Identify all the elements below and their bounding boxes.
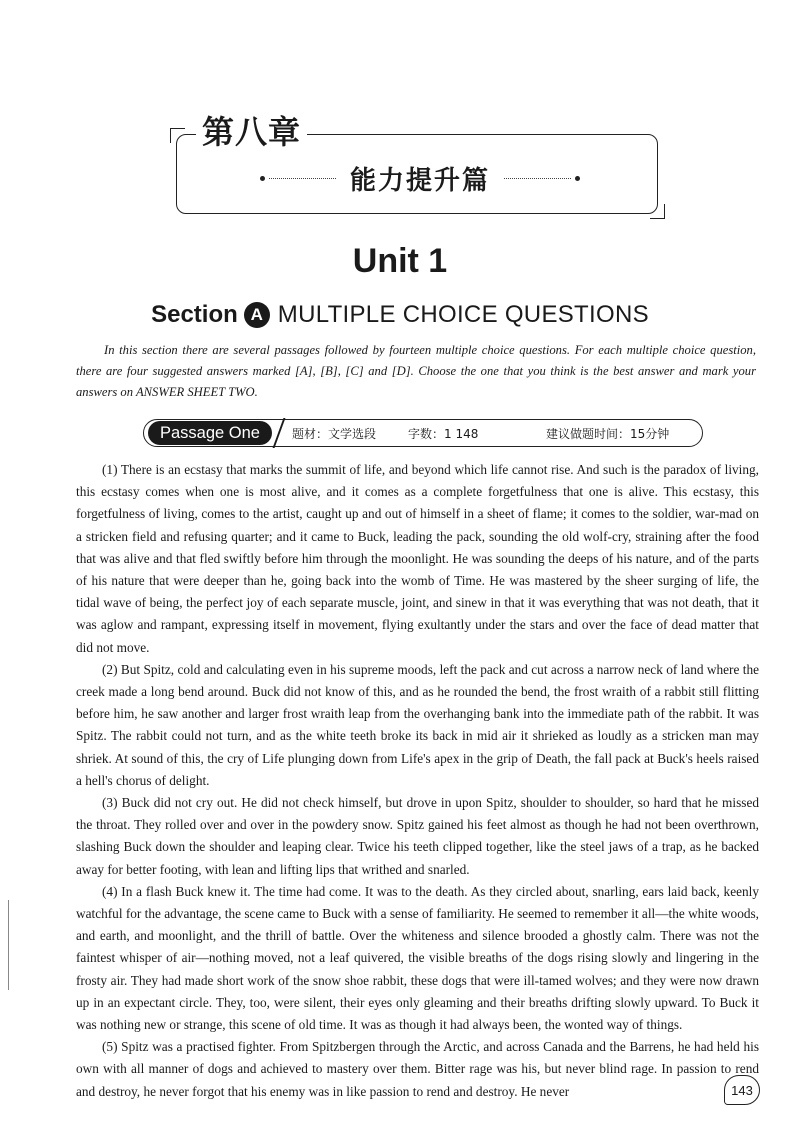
paragraph: (4) In a flash Buck knew it. The time had come. It was to the death. As they circled about, snarling, ears laid back, keenly watchful for the advantage, the scene came to Buck with a sense of familiarity. He seemed to remember it all—the white woods, and earth, and moonlight, and the thrill of battle. Over the whiteness and silence brooded a ghostly calm. There was not the faintest whisper of air—nothing moved, not a leaf quivered, the visible breaths of the dogs rising slowly and lingering in the frosty air. They had made short work of the snow shoe rabbit, these dogs that were ill-tamed wolves; and they were now drawn up in an expectant circle. They, too, were silent, their eyes only gleaming and their breaths drifting slowly upward. To Buck it was nothing new or strange, this scene of old time. It was as though it had always been, the wonted way of things. — [76, 883, 759, 1033]
paragraph: (5) Spitz was a practised fighter. From Spitzbergen through the Arctic, and across Canada and the Barrens, he had held his own with all manner of dogs and achieved to mastery over them. Bitter rage was his, but never blind rage. In passion to rend and destroy, he never forgot that his enemy was in like passion to rend and destroy. He never — [76, 1039, 759, 1099]
section-title — [0, 298, 800, 332]
page-number: 143 — [724, 1075, 760, 1105]
margin-mark — [8, 900, 9, 990]
unit-title: Unit 1 — [352, 242, 448, 280]
passage-meta — [292, 421, 669, 445]
paragraph: (2) But Spitz, cold and calculating even in his supreme moods, left the pack and cut across a narrow neck of land where the creek made a long bend around. Buck did not know of this, and as he rounded the bend, the frost wraith of a rabbit still flitting before him, he saw another and larger frost wraith leap from the overhanging bank into the immediate path of the rabbit. It was Spitz. The rabbit could not turn, and as the white teeth broke its back in mid air it shrieked as loudly as a stricken man may shriek. At sound of this, the cry of Life plunging down from Life's apex in the grip of Death, the fall pack at Buck's heels raised a hell's chorus of delight. — [76, 661, 759, 788]
bullet-dot-icon — [260, 176, 265, 181]
dotted-line — [269, 178, 336, 179]
paragraph: (1) There is an ecstasy that marks the summit of life, and beyond which life cannot rise. And such is the paradox of living, this ecstasy comes when one is most alive, and it comes as a complete forgetfulness that one is alive. This ecstasy, this forgetfulness of living, comes to the artist, caught up and out of himself in a sheet of flame; it comes to the soldier, war-mad on a stricken field and refusing quarter; and it came to Buck, leading the pack, sounding the old wolf-cry, straining after the food that was alive and that fled swiftly before him through the moonlight. He was sounding the deeps of his nature, and of the parts of his nature that were deeper than he, going back into the womb of Time. He was mastered by the sheer surging of life, the tidal wave of being, the perfect joy of each separate muscle, joint, and sinew in that it was everything that was not death, that it was aglow and rampant, expressing itself in movement, flying exultantly under the stars and over the face of dead matter that did not move. — [76, 462, 759, 655]
section-word: Section — [151, 301, 238, 328]
section-name: MULTIPLE CHOICE QUESTIONS — [277, 301, 649, 328]
section-letter-badge: A — [244, 302, 270, 328]
passage-body — [76, 459, 759, 1103]
passage-label: Passage One — [148, 421, 272, 445]
passage-word-count: 字数：1 148 — [408, 426, 479, 441]
chapter-subtitle: 能力提升篇 — [350, 165, 491, 196]
chapter-subtitle-row — [260, 158, 580, 198]
passage-suggested-time: 建议做题时间：15分钟 — [546, 426, 670, 441]
banner-corner — [650, 204, 665, 219]
passage-material: 题材：文学选段 — [292, 426, 377, 441]
dotted-line — [504, 178, 571, 179]
paragraph: (3) Buck did not cry out. He did not check himself, but drove in upon Spitz, shoulder to shoulder, so hard that he missed the throat. They rolled over and over in the powdery snow. Spitz gained his feet almost as though he had not been overthrown, slashing Buck down the shoulder and leaping clear. Twice his teeth clipped together, like the steel jaws of a trap, as he backed away for better footing, with lean and lifting lips that writhed and snarled. — [76, 795, 759, 877]
banner-corner — [170, 128, 185, 143]
section-instructions: In this section there are several passages followed by fourteen multiple choice questions. For each multiple choice question, there are four suggested answers marked [A], [B], [C] and [D]. Choose the one that you think is the best answer and mark your answers on ANSWER SHEET TWO. — [76, 343, 756, 399]
bullet-dot-icon — [575, 176, 580, 181]
chapter-title: 第八章 — [196, 112, 307, 152]
